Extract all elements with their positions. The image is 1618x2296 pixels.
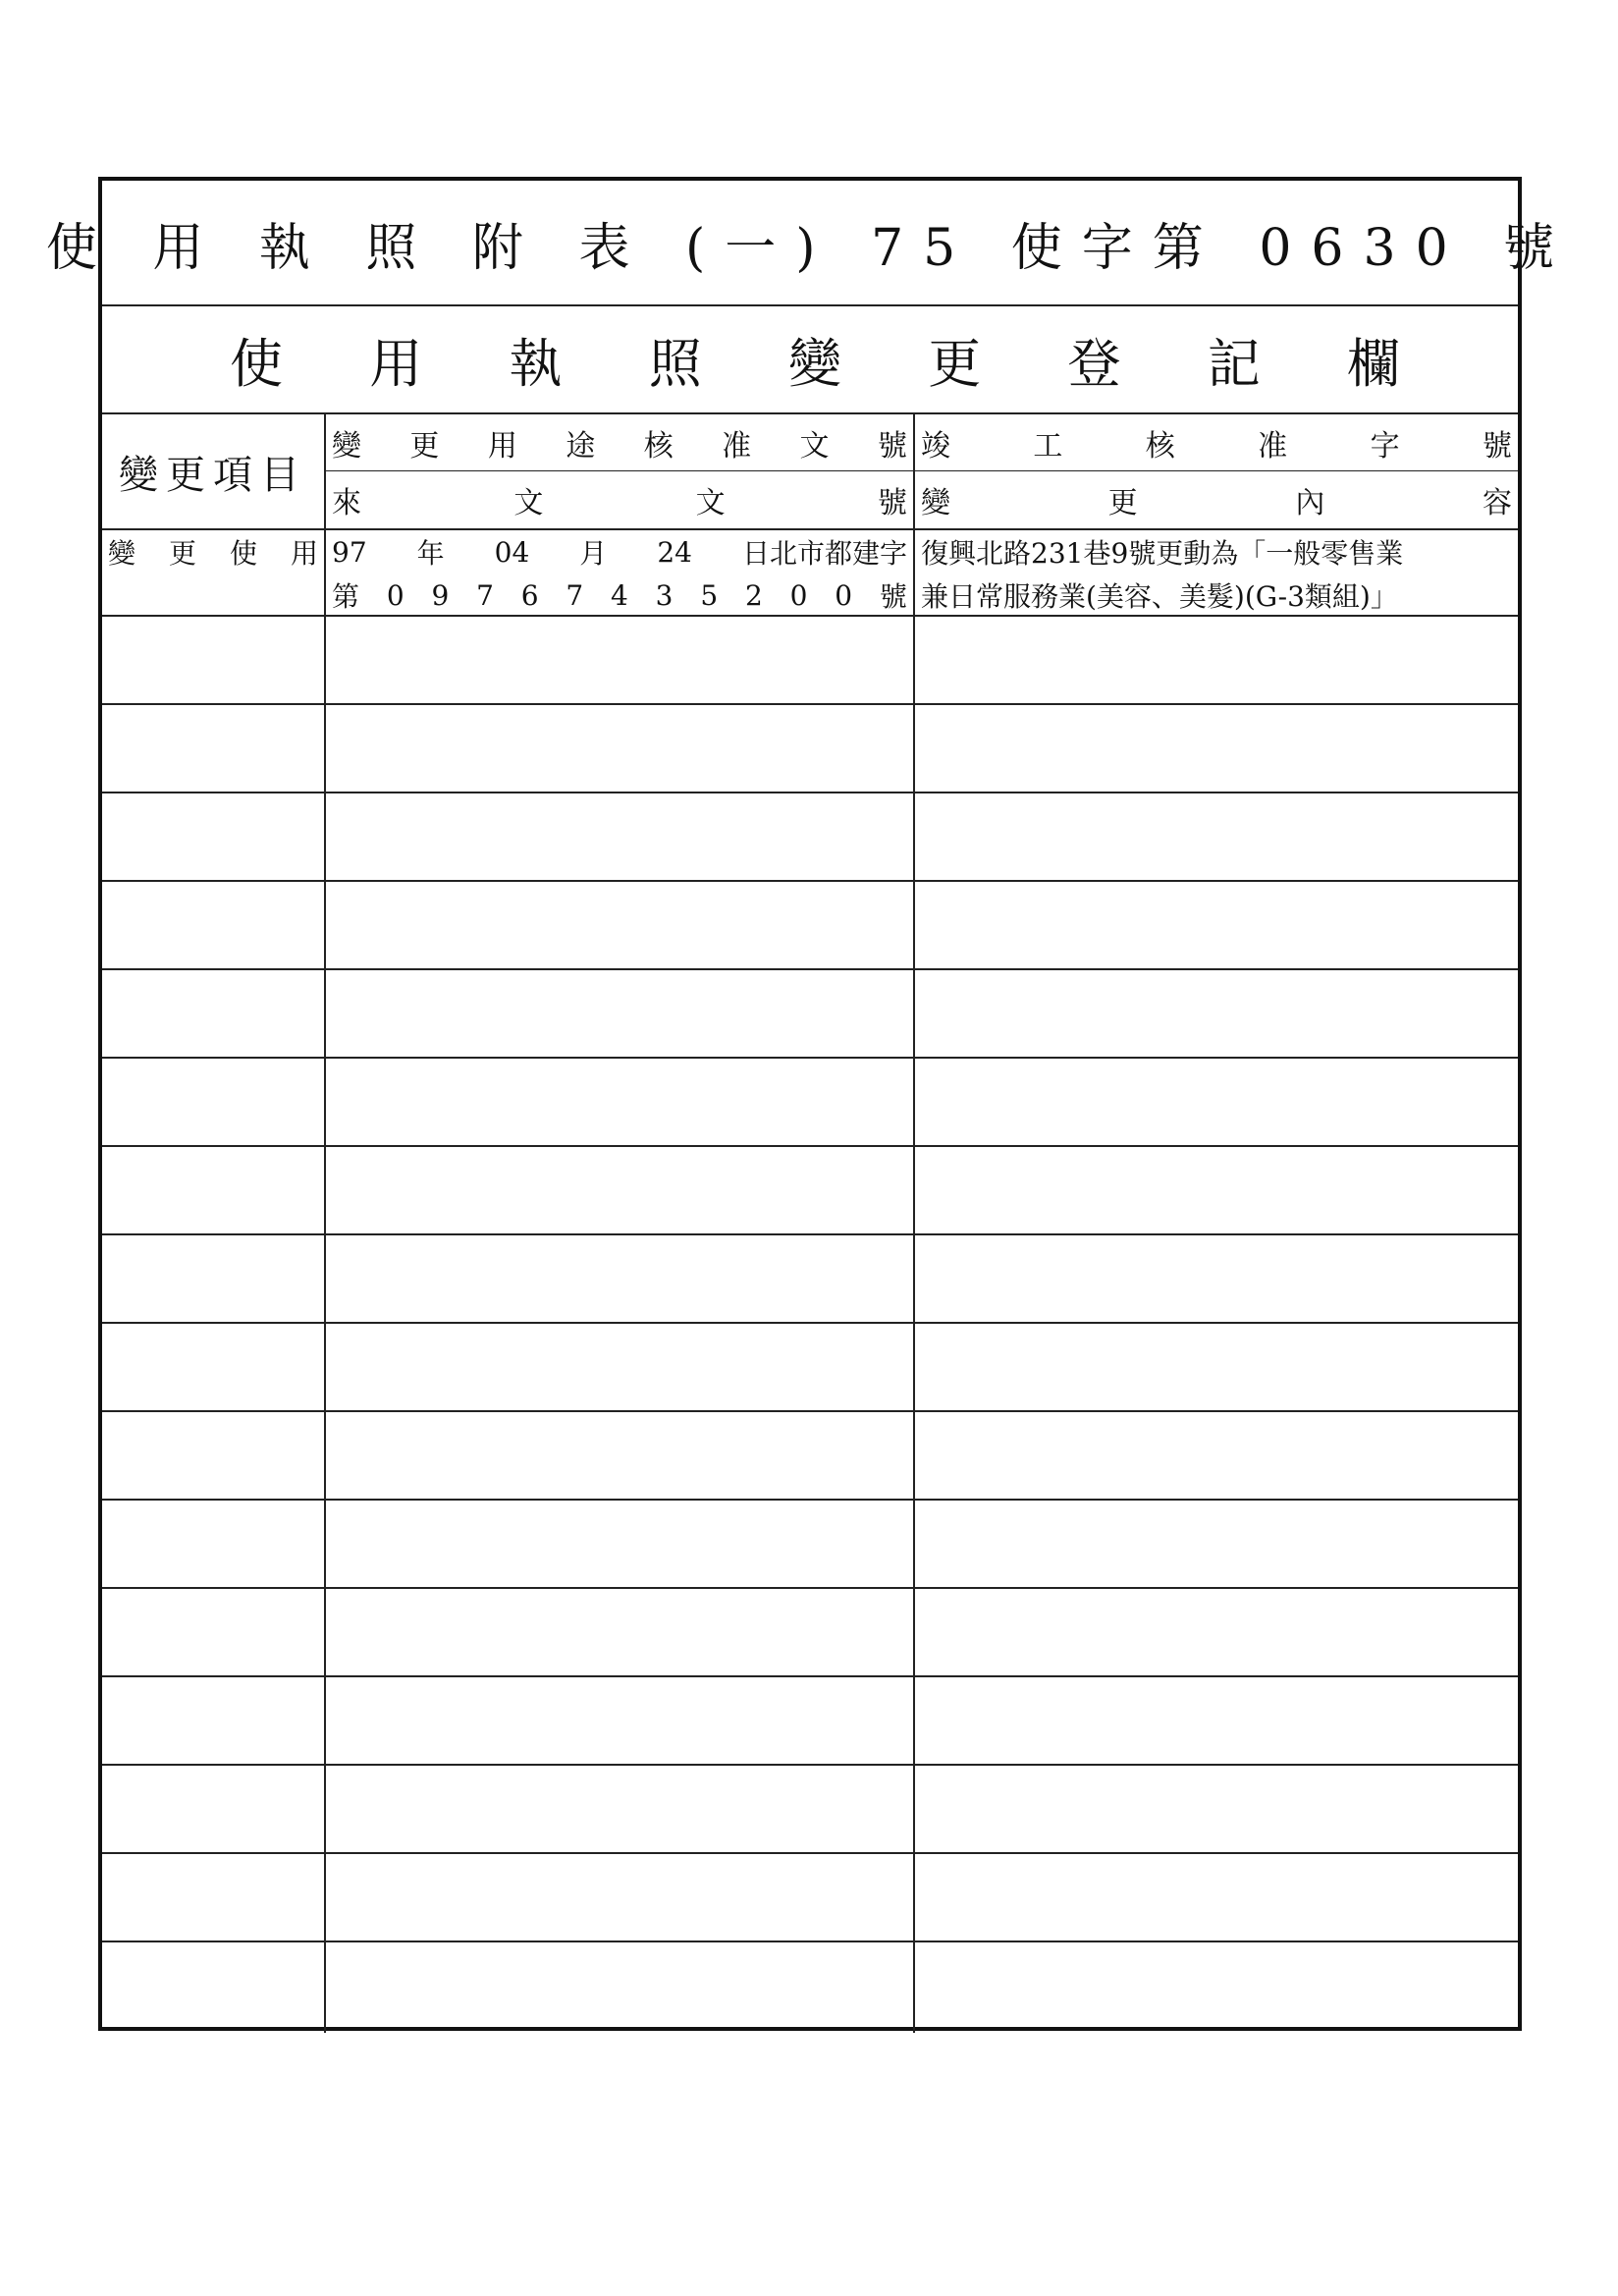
change-item-header xyxy=(102,414,324,530)
header-char: 字 xyxy=(1370,428,1400,464)
approval-part: 5 xyxy=(700,578,719,612)
blank-row xyxy=(915,705,1518,793)
change-item-column xyxy=(102,414,326,2033)
approval-part: 月 xyxy=(579,537,608,570)
approval-number-line-2 xyxy=(326,574,913,617)
change-content-column xyxy=(915,414,1518,2033)
approval-part: 號 xyxy=(879,580,907,613)
blank-row xyxy=(102,1677,324,1766)
change-content-line-2: 兼日常服務業(美容、美髮)(G-3類組)」 xyxy=(921,580,1398,613)
subtitle-char: 使 xyxy=(230,332,283,395)
approval-number-header xyxy=(326,414,913,530)
header-char: 竣 xyxy=(921,428,950,464)
blank-row xyxy=(915,1677,1518,1766)
header-char: 內 xyxy=(1295,486,1325,520)
form-title-row xyxy=(45,181,1575,306)
header-char: 號 xyxy=(877,486,907,520)
blank-row xyxy=(326,1412,913,1501)
header-char: 變 xyxy=(921,486,950,520)
blank-row xyxy=(102,1412,324,1501)
blank-row xyxy=(102,1854,324,1942)
approval-part: 97 xyxy=(332,535,367,569)
blank-row xyxy=(326,882,913,970)
header-char: 變 xyxy=(332,428,361,464)
blank-row xyxy=(102,1324,324,1412)
blank-row xyxy=(915,1412,1518,1501)
blank-row xyxy=(102,617,324,705)
blank-row xyxy=(326,793,913,882)
blank-row xyxy=(326,1766,913,1854)
approval-part: 0 xyxy=(386,578,404,612)
approval-part: 9 xyxy=(431,578,450,612)
approval-header-top xyxy=(326,414,913,471)
blank-row xyxy=(102,1766,324,1854)
blank-row xyxy=(915,1501,1518,1589)
blank-row xyxy=(102,882,324,970)
usage-license-form xyxy=(45,177,1575,2031)
blank-row xyxy=(102,705,324,793)
subtitle-char: 用 xyxy=(369,332,423,395)
completion-header-bottom xyxy=(915,471,1518,528)
change-item-header-label: 變更項目 xyxy=(119,452,307,498)
blank-row xyxy=(102,1235,324,1324)
header-char: 號 xyxy=(877,428,907,464)
blank-row xyxy=(915,1942,1518,2031)
blank-row xyxy=(915,1766,1518,1854)
blank-row xyxy=(102,970,324,1059)
blank-row xyxy=(915,1147,1518,1235)
blank-row xyxy=(915,1854,1518,1942)
blank-row xyxy=(102,1059,324,1147)
blank-row xyxy=(326,1501,913,1589)
blank-row xyxy=(102,1147,324,1235)
header-char: 核 xyxy=(643,428,674,464)
table-row xyxy=(102,530,324,617)
header-char: 核 xyxy=(1145,428,1175,464)
approval-part: 4 xyxy=(611,578,628,612)
blank-row xyxy=(915,617,1518,705)
header-char: 用 xyxy=(487,428,517,464)
change-content-line-1: 復興北路231巷9號更動為「一般零售業 xyxy=(921,537,1404,570)
approval-part: 24 xyxy=(657,535,692,569)
approval-number-column xyxy=(326,414,915,2033)
header-char: 文 xyxy=(799,428,830,464)
approval-part: 2 xyxy=(744,578,763,612)
form-subtitle-row xyxy=(102,306,1518,414)
header-char: 更 xyxy=(1107,486,1138,520)
header-char: 容 xyxy=(1482,486,1512,520)
approval-part: 日北市都建字 xyxy=(741,537,907,570)
approval-header-bottom xyxy=(326,471,913,528)
subtitle-char: 照 xyxy=(648,332,702,395)
item-char: 更 xyxy=(168,537,196,570)
blank-row xyxy=(915,1235,1518,1324)
blank-row xyxy=(326,1589,913,1677)
blank-row xyxy=(915,1324,1518,1412)
blank-row xyxy=(326,970,913,1059)
blank-row xyxy=(915,970,1518,1059)
blank-row xyxy=(326,1324,913,1412)
header-char: 文 xyxy=(695,486,726,520)
blank-row xyxy=(326,705,913,793)
item-char: 用 xyxy=(290,537,318,570)
approval-part: 7 xyxy=(566,578,584,612)
approval-part: 04 xyxy=(494,535,530,569)
approval-part: 0 xyxy=(835,578,853,612)
approval-part: 0 xyxy=(789,578,808,612)
blank-row xyxy=(326,1235,913,1324)
header-char: 准 xyxy=(1258,428,1288,464)
table-row xyxy=(915,530,1518,617)
blank-row xyxy=(102,793,324,882)
change-record-table xyxy=(102,414,1518,2033)
completion-header-top xyxy=(915,414,1518,471)
approval-number-line-1 xyxy=(326,530,913,574)
subtitle-char: 更 xyxy=(928,332,982,395)
item-char: 使 xyxy=(229,537,257,570)
approval-part: 6 xyxy=(520,578,539,612)
blank-row xyxy=(326,617,913,705)
approval-part: 7 xyxy=(476,578,494,612)
header-char: 准 xyxy=(722,428,752,464)
header-char: 工 xyxy=(1033,428,1063,464)
subtitle-char: 登 xyxy=(1067,332,1121,395)
form-title: 使 用 執 照 附 表 (一) 75 使字第 0630 號 xyxy=(45,218,1575,278)
blank-row xyxy=(326,1854,913,1942)
approval-part: 年 xyxy=(416,537,445,570)
approval-part: 3 xyxy=(655,578,674,612)
subtitle-char: 執 xyxy=(509,332,563,395)
blank-row xyxy=(915,882,1518,970)
blank-row xyxy=(326,1147,913,1235)
blank-row xyxy=(915,1059,1518,1147)
subtitle-char: 記 xyxy=(1207,332,1261,395)
header-char: 途 xyxy=(566,428,596,464)
item-char: 變 xyxy=(108,537,136,570)
blank-row xyxy=(915,1589,1518,1677)
blank-row xyxy=(102,1589,324,1677)
header-char: 來 xyxy=(332,486,361,520)
subtitle-char: 欄 xyxy=(1347,332,1400,395)
change-item-cell xyxy=(102,530,324,574)
blank-row xyxy=(102,1501,324,1589)
blank-row xyxy=(326,1942,913,2031)
blank-row xyxy=(915,793,1518,882)
blank-row xyxy=(326,1059,913,1147)
header-char: 文 xyxy=(513,486,544,520)
change-content-header xyxy=(915,414,1518,530)
approval-part: 第 xyxy=(332,580,360,613)
subtitle-char: 變 xyxy=(788,332,841,395)
table-row xyxy=(326,530,913,617)
header-char: 號 xyxy=(1482,428,1512,464)
blank-row xyxy=(102,1942,324,2031)
blank-row xyxy=(326,1677,913,1766)
header-char: 更 xyxy=(409,428,440,464)
